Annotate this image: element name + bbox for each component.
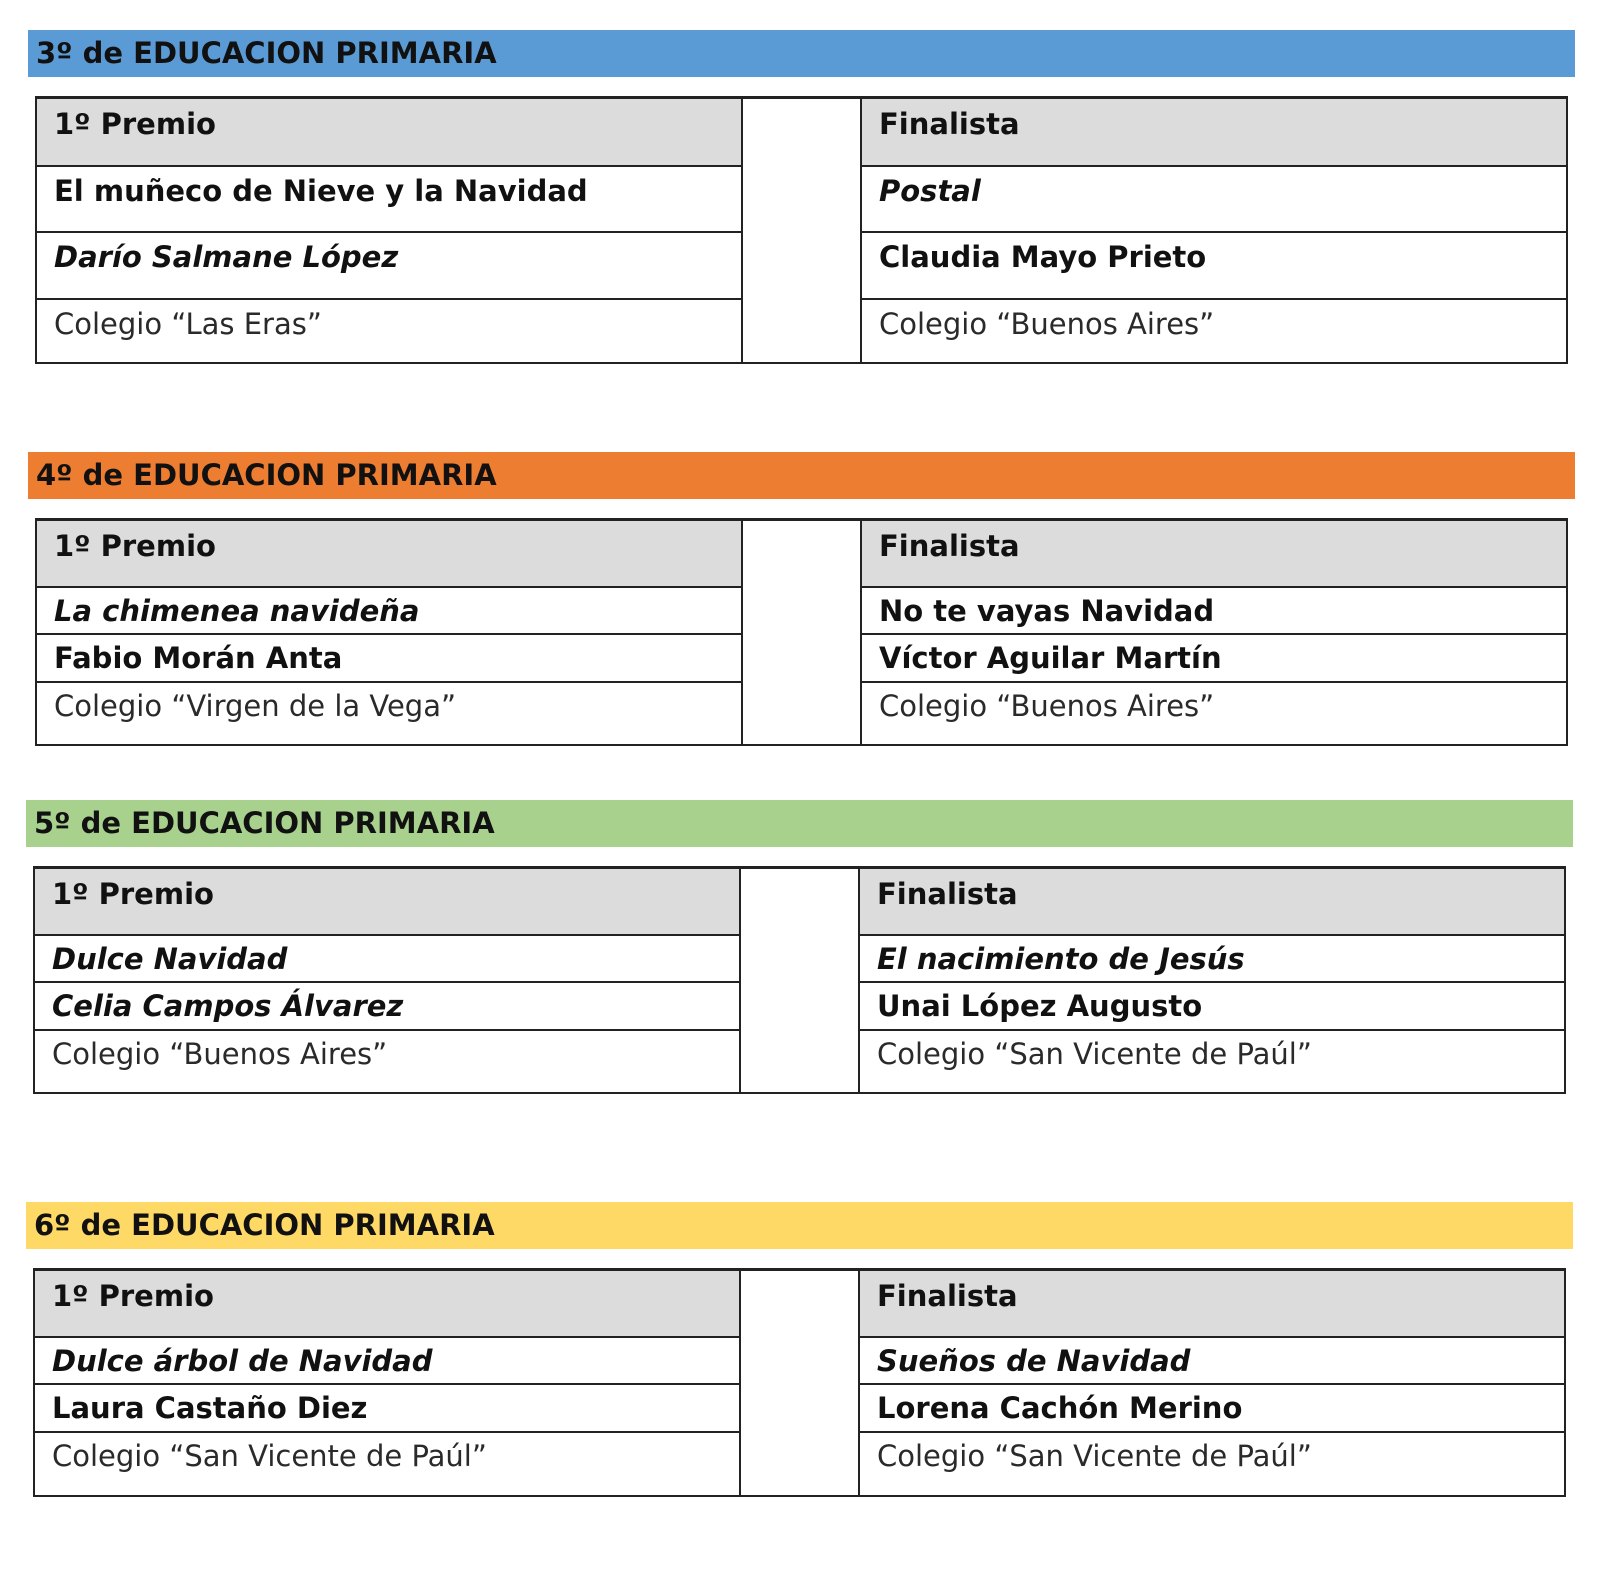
school-name: Colegio “San Vicente de Paúl” (877, 1439, 1312, 1473)
first-prize-column (35, 518, 743, 746)
finalist-column (860, 518, 1568, 746)
school-name: Colegio “Buenos Aires” (879, 307, 1215, 341)
awards-table-6 (33, 1268, 1566, 1497)
column-gap (739, 866, 860, 1094)
column-header: Finalista (860, 1271, 1564, 1338)
author-name: Laura Castaño Diez (35, 1385, 739, 1433)
author-name: Lorena Cachón Merino (860, 1385, 1564, 1433)
column-header: Finalista (862, 99, 1566, 167)
awards-table-3 (35, 96, 1568, 364)
column-header: Finalista (862, 521, 1566, 588)
column-header: Finalista (860, 869, 1564, 936)
author-name: Darío Salmane López (37, 233, 741, 300)
first-prize-column (33, 1268, 741, 1497)
author-name: Claudia Mayo Prieto (862, 233, 1566, 300)
first-prize-column (33, 866, 741, 1094)
school-name: Colegio “Las Eras” (54, 307, 322, 341)
column-header: 1º Premio (35, 1271, 739, 1338)
work-title: Dulce Navidad (35, 936, 739, 983)
column-gap (741, 96, 862, 364)
work-title: Dulce árbol de Navidad (35, 1338, 739, 1385)
work-title: Postal (862, 167, 1566, 233)
work-title: Sueños de Navidad (860, 1338, 1564, 1385)
section-header-6: 6º de EDUCACION PRIMARIA (26, 1202, 1573, 1249)
school-name: Colegio “Virgen de la Vega” (54, 689, 457, 723)
section-header-3: 3º de EDUCACION PRIMARIA (28, 30, 1575, 77)
section-header-4: 4º de EDUCACION PRIMARIA (28, 452, 1575, 499)
column-gap (741, 518, 862, 746)
column-header: 1º Premio (35, 869, 739, 936)
author-name: Unai López Augusto (860, 983, 1564, 1031)
school-name: Colegio “Buenos Aires” (879, 689, 1215, 723)
awards-table-5 (33, 866, 1566, 1094)
first-prize-column (35, 96, 743, 364)
column-header: 1º Premio (37, 521, 741, 588)
work-title: El nacimiento de Jesús (860, 936, 1564, 983)
column-gap (739, 1268, 860, 1497)
section-header-5: 5º de EDUCACION PRIMARIA (26, 800, 1573, 847)
school-name: Colegio “Buenos Aires” (52, 1037, 388, 1071)
work-title: No te vayas Navidad (862, 588, 1566, 635)
finalist-column (860, 96, 1568, 364)
work-title: La chimenea navideña (37, 588, 741, 635)
work-title: El muñeco de Nieve y la Navidad (37, 167, 741, 233)
school-name: Colegio “San Vicente de Paúl” (877, 1037, 1312, 1071)
finalist-column (858, 1268, 1566, 1497)
awards-table-4 (35, 518, 1568, 746)
author-name: Celia Campos Álvarez (35, 983, 739, 1031)
finalist-column (858, 866, 1566, 1094)
column-header: 1º Premio (37, 99, 741, 167)
author-name: Víctor Aguilar Martín (862, 635, 1566, 683)
author-name: Fabio Morán Anta (37, 635, 741, 683)
school-name: Colegio “San Vicente de Paúl” (52, 1439, 487, 1473)
